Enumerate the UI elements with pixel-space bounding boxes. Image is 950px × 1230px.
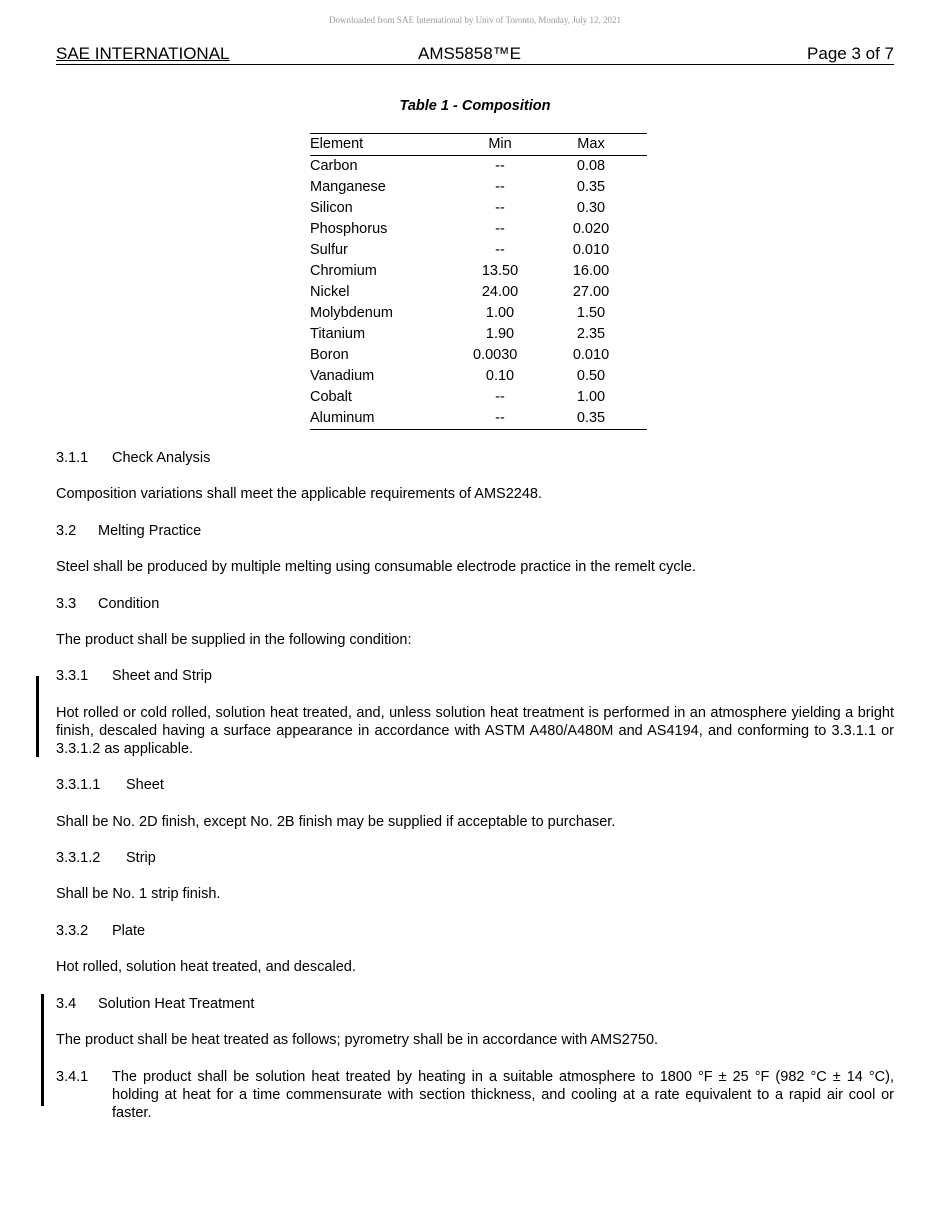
section-heading-3-2 xyxy=(56,522,894,540)
min-cell: -- xyxy=(495,200,505,216)
element-cell: Chromium xyxy=(310,263,377,279)
table-row xyxy=(310,282,647,303)
min-cell: 13.50 xyxy=(481,263,519,279)
min-cell: 0.10 xyxy=(485,368,515,384)
table-row xyxy=(310,324,647,345)
max-cell: 0.020 xyxy=(572,221,610,237)
table-row xyxy=(310,156,647,178)
min-cell: -- xyxy=(495,158,505,174)
section-text-3-4-1: The product shall be solution heat treated by heating in a suitable atmosphere to 1800 °F ± 25 °F (982 °C ± 14 °C), holding at heat for a time commensurate with section thickness, and cooling at a rate equivalent to a rapid air cool or faster. xyxy=(112,1069,894,1121)
section-title: Strip xyxy=(126,850,156,866)
section-number: 3.3.1.2 xyxy=(56,850,101,866)
element-cell: Carbon xyxy=(310,158,358,174)
section-number: 3.3 xyxy=(56,596,77,612)
max-cell: 0.010 xyxy=(572,242,610,258)
section-title: Plate xyxy=(112,923,146,939)
table-row xyxy=(310,303,647,324)
table-row xyxy=(310,408,647,430)
section-heading-3-3-2 xyxy=(56,922,894,940)
column-header-max: Max xyxy=(577,136,605,152)
element-cell: Boron xyxy=(310,347,349,363)
page-header xyxy=(56,43,894,65)
section-text-3-3-1-2: Shall be No. 1 strip finish. xyxy=(56,886,221,902)
element-cell: Sulfur xyxy=(310,242,348,258)
element-cell: Titanium xyxy=(310,326,366,342)
min-cell: 24.00 xyxy=(481,284,519,300)
section-text-3-4: The product shall be heat treated as follows; pyrometry shall be in accordance with AMS2750. xyxy=(56,1032,659,1048)
element-cell: Cobalt xyxy=(310,389,352,405)
table-row xyxy=(310,366,647,387)
element-cell: Molybdenum xyxy=(310,305,394,321)
header-page-number: Page 3 of 7 xyxy=(807,44,894,63)
composition-table xyxy=(310,133,647,430)
column-header-element: Element xyxy=(310,136,364,152)
element-cell: Aluminum xyxy=(310,410,375,426)
max-cell: 1.50 xyxy=(576,305,606,321)
section-heading-3-3 xyxy=(56,595,894,613)
table-row xyxy=(310,345,647,366)
section-number: 3.3.2 xyxy=(56,923,89,939)
min-cell: -- xyxy=(495,221,505,237)
section-heading-3-3-1 xyxy=(56,667,894,685)
max-cell: 2.35 xyxy=(576,326,606,342)
max-cell: 0.30 xyxy=(576,200,606,216)
section-heading-3-3-1-2 xyxy=(56,849,894,867)
element-cell: Phosphorus xyxy=(310,221,388,237)
section-text-3-3: The product shall be supplied in the following condition: xyxy=(56,632,412,648)
revision-bar xyxy=(41,994,44,1106)
section-heading-3-4 xyxy=(56,995,894,1013)
max-cell: 0.08 xyxy=(576,158,606,174)
table-row xyxy=(310,387,647,408)
revision-bar xyxy=(36,676,39,757)
section-heading-3-1-1 xyxy=(56,449,894,467)
max-cell: 0.010 xyxy=(572,347,610,363)
section-number-3-4-1: 3.4.1 xyxy=(56,1069,89,1085)
section-text-3-2: Steel shall be produced by multiple melting using consumable electrode practice in the remelt cycle. xyxy=(56,559,696,575)
min-cell: 1.90 xyxy=(485,326,515,342)
min-cell: -- xyxy=(495,410,505,426)
max-cell: 0.35 xyxy=(576,179,606,195)
section-number: 3.2 xyxy=(56,523,77,539)
table-row xyxy=(310,261,647,282)
table-row xyxy=(310,177,647,198)
column-header-min: Min xyxy=(488,136,512,152)
max-cell: 0.35 xyxy=(576,410,606,426)
header-document-number: AMS5858™E xyxy=(418,44,521,63)
section-heading-3-3-1-1 xyxy=(56,776,894,794)
table-row xyxy=(310,198,647,219)
table-header-row xyxy=(310,134,647,156)
min-cell: 1.00 xyxy=(485,305,515,321)
section-number: 3.3.1.1 xyxy=(56,777,101,793)
section-text-3-3-1-1: Shall be No. 2D finish, except No. 2B finish may be supplied if acceptable to purchaser. xyxy=(56,814,616,830)
header-organization: SAE INTERNATIONAL xyxy=(56,44,230,63)
section-title: Check Analysis xyxy=(112,450,211,466)
max-cell: 1.00 xyxy=(576,389,606,405)
download-watermark: Downloaded from SAE International by Univ of Toronto, Monday, July 12, 2021 xyxy=(328,15,622,25)
element-cell: Vanadium xyxy=(310,368,375,384)
min-cell: -- xyxy=(495,179,505,195)
min-cell: 0.0030 xyxy=(473,347,518,363)
section-title: Sheet and Strip xyxy=(112,668,212,684)
section-title: Sheet xyxy=(126,777,164,793)
section-text-3-1-1: Composition variations shall meet the applicable requirements of AMS2248. xyxy=(56,486,543,502)
section-text-3-3-1: Hot rolled or cold rolled, solution heat treated, and, unless solution heat treatment is performed in an atmosphere yielding a bright finish, descaled having a surface appearance in accordance with ASTM A480/A480M and AS4194, and conforming to 3.3.1.1 or 3.3.1.2 as applicable. xyxy=(56,705,894,757)
table-row xyxy=(310,240,647,261)
max-cell: 27.00 xyxy=(572,284,610,300)
table-row xyxy=(310,219,647,240)
max-cell: 16.00 xyxy=(572,263,610,279)
table-title: Table 1 - Composition xyxy=(399,98,551,114)
element-cell: Manganese xyxy=(310,179,386,195)
section-title: Solution Heat Treatment xyxy=(98,996,255,1012)
min-cell: -- xyxy=(495,242,505,258)
min-cell: -- xyxy=(495,389,505,405)
element-cell: Silicon xyxy=(310,200,353,216)
section-title: Condition xyxy=(98,596,160,612)
section-text-3-3-2: Hot rolled, solution heat treated, and descaled. xyxy=(56,959,356,975)
section-number: 3.4 xyxy=(56,996,77,1012)
section-title: Melting Practice xyxy=(98,523,202,539)
max-cell: 0.50 xyxy=(576,368,606,384)
element-cell: Nickel xyxy=(310,284,350,300)
section-number: 3.3.1 xyxy=(56,668,89,684)
section-number: 3.1.1 xyxy=(56,450,89,466)
